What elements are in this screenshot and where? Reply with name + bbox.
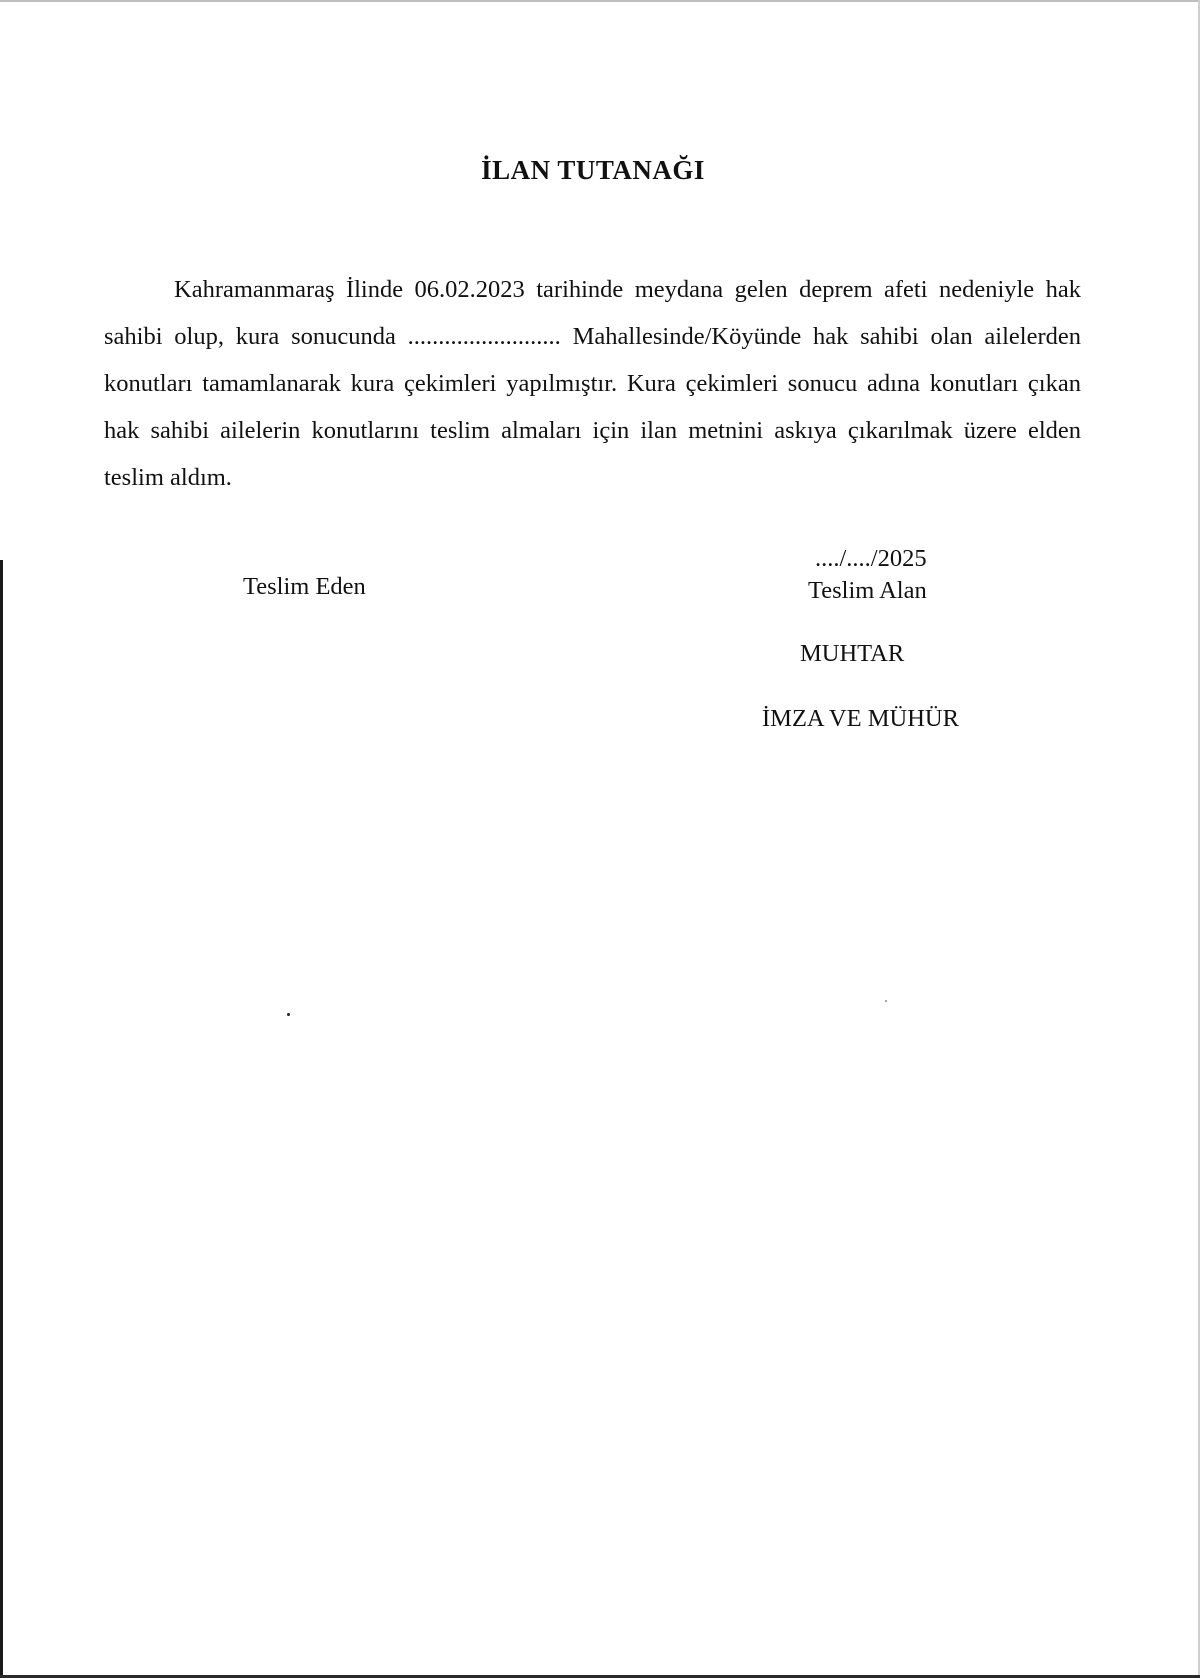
scan-speck — [885, 1000, 887, 1002]
scan-edge-left — [0, 560, 3, 1678]
scan-speck — [287, 1013, 290, 1016]
scan-edge-top — [0, 0, 1200, 2]
received-by-label: Teslim Alan — [808, 577, 927, 604]
delivered-by-label: Teslim Eden — [243, 573, 366, 600]
document-title: İLAN TUTANAĞI — [481, 155, 705, 185]
role-label: MUHTAR — [800, 640, 905, 667]
date-field: ..../..../2025 — [815, 545, 927, 572]
sign-and-seal-label: İMZA VE MÜHÜR — [762, 705, 959, 732]
body-paragraph: Kahramanmaraş İlinde 06.02.2023 tarihinde meydana gelen deprem afeti nedeniyle hak sahibi olup, kura sonucunda ......................... Mahallesinde/Köyünde hak sahibi olan ailelerden konutları tamamlanarak kura çekimleri yapılmıştır. Kura çekimleri sonucu adına konutları çıkan hak sahibi ailelerin konutlarını teslim almaları için ilan metnini askıya çıkarılmak üzere elden teslim aldım. — [104, 276, 1081, 491]
